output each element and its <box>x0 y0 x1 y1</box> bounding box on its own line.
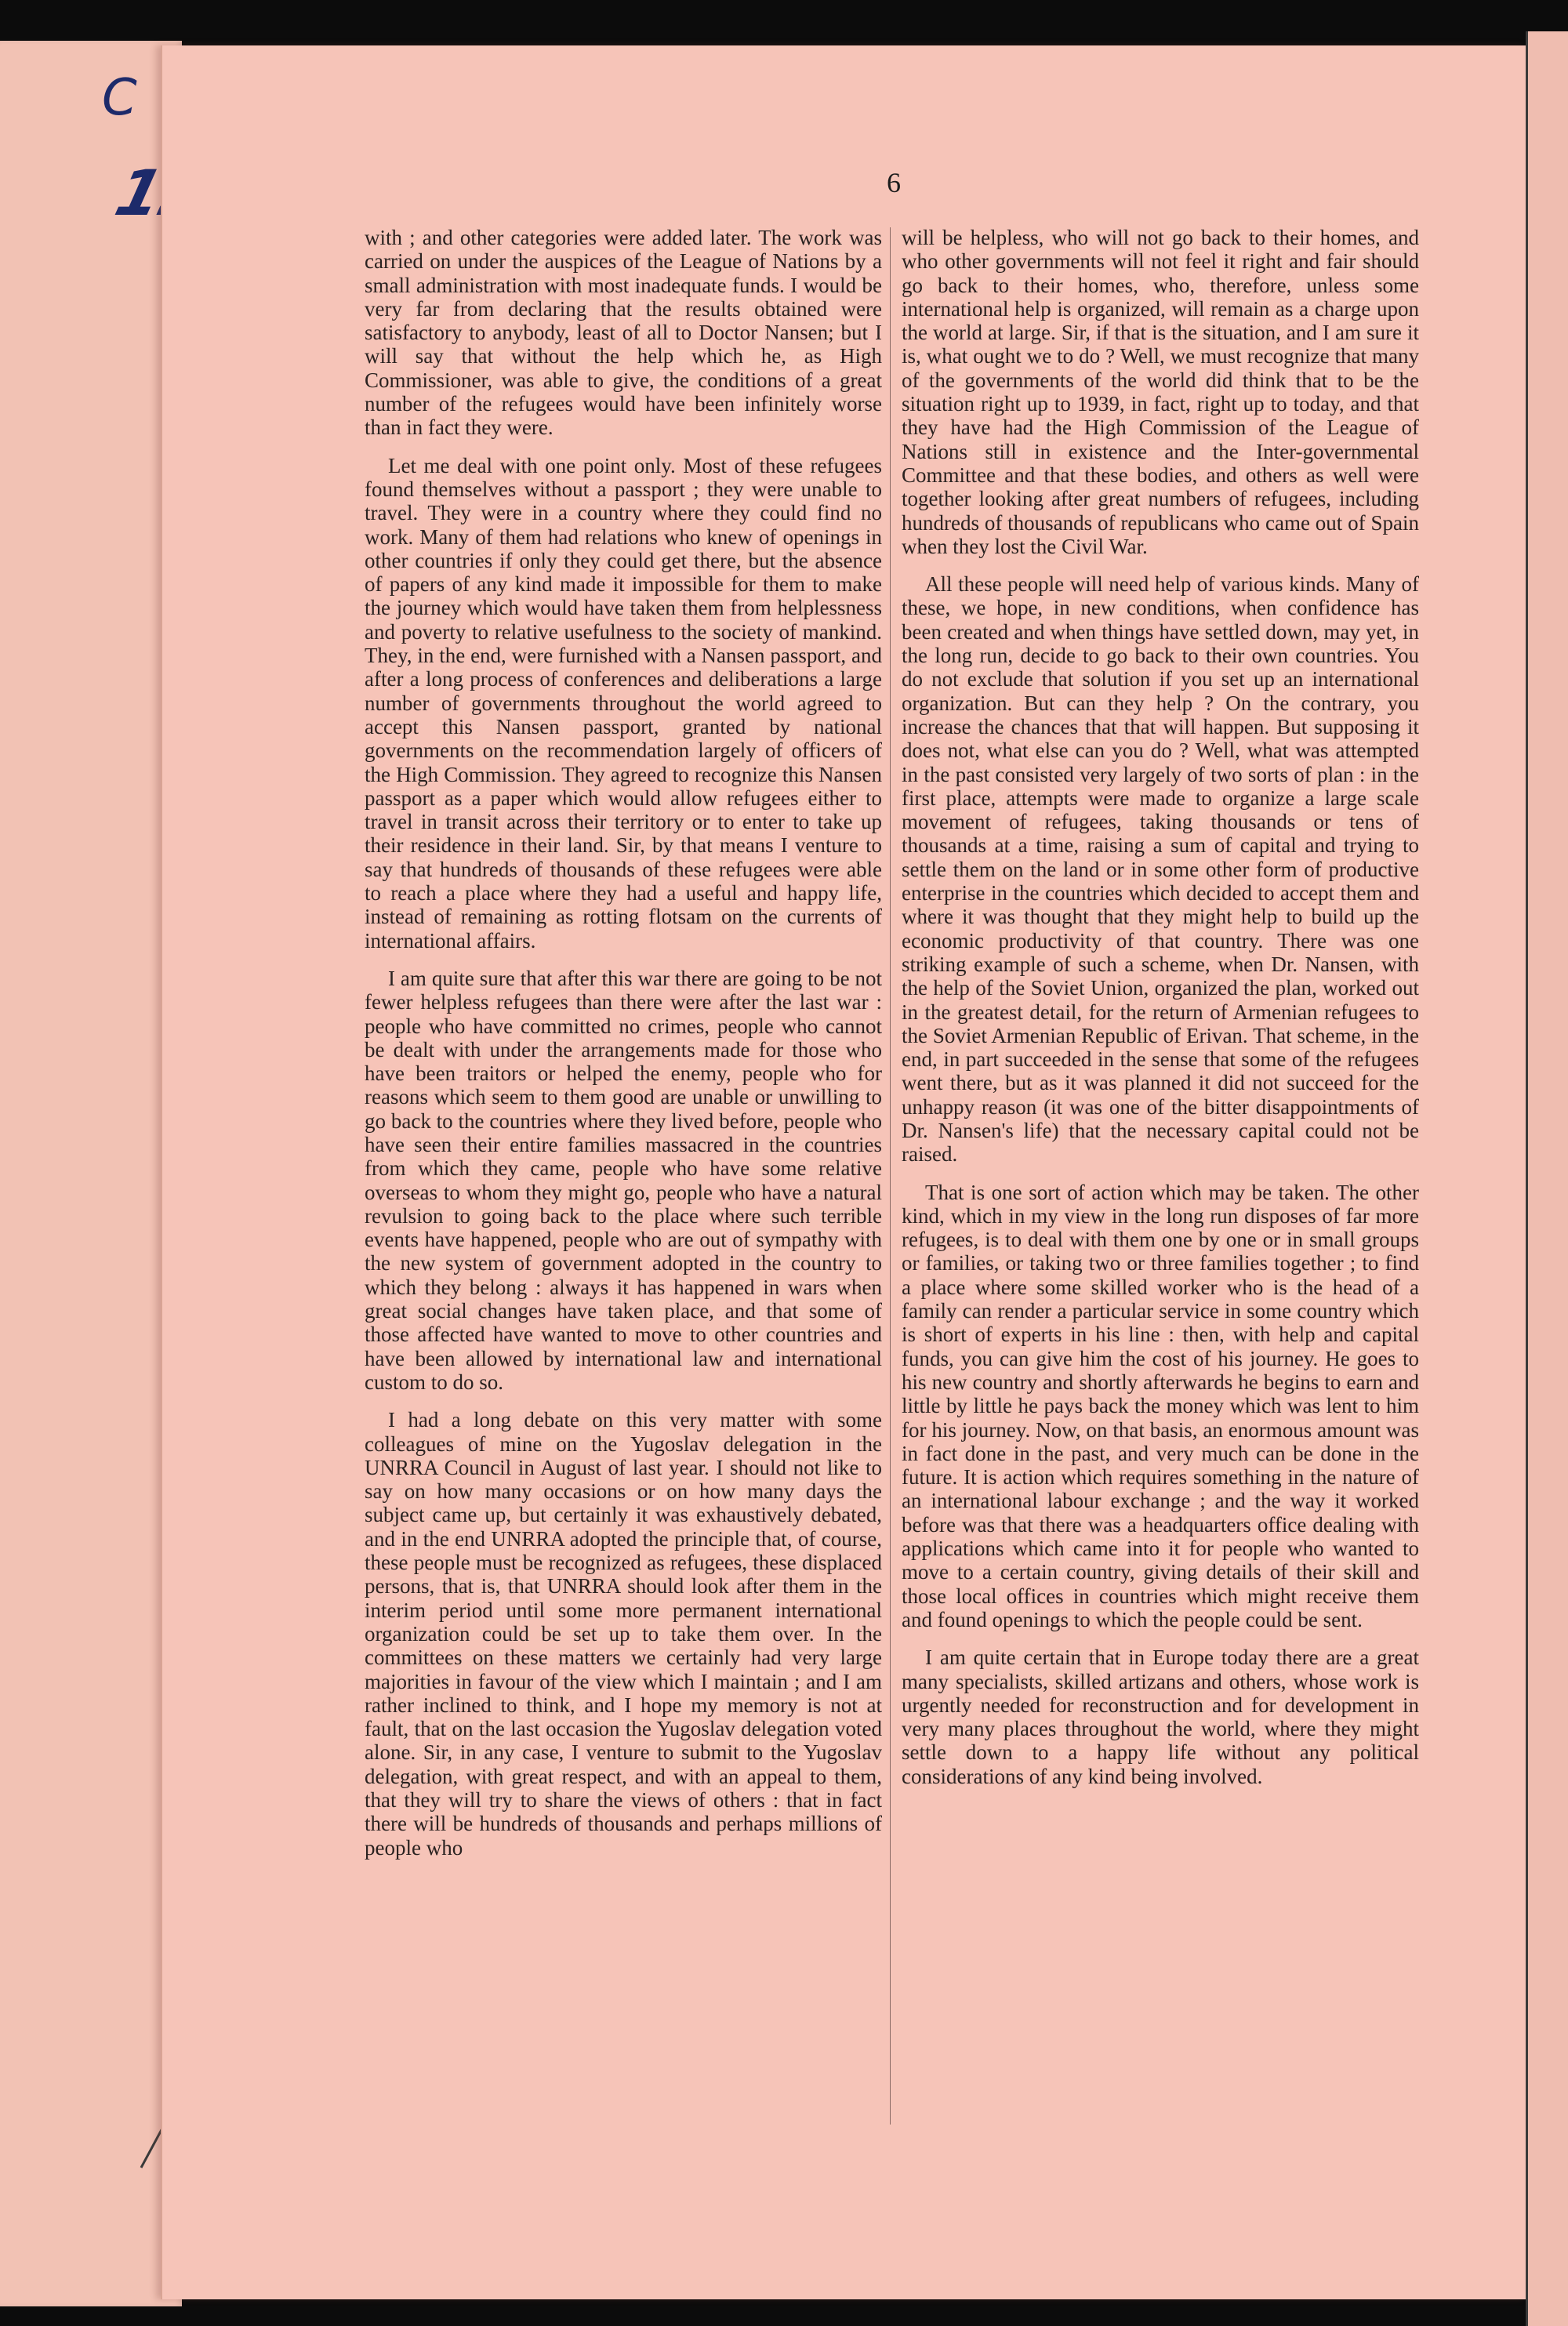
paragraph: That is one sort of action which may be taken. The other kind, which in my view in the long run disposes of far more refugees, is to deal with them one by one or in small groups or families, or taking two or three families together ; to find a place where some skilled worker who is the head of a family can render a particular service in some country which is short of experts in his line : then, with help and capital funds, you can give him the cost of his journey. He goes to his new country and shortly afterwards he begins to earn and little by little he pays back the money which was lent to him for his journey. Now, on that basis, an enormous amount was in fact done in the past, and very much can be done in the future. It is action which requires something in the nature of an international labour exchange ; and the way it worked before was that there was a headquarters office dealing with applications which came into it for people who wanted to move to a certain country, giving details of their skill and those local offices in countries which might receive them and found openings to which the people could be sent. <box>902 1180 1419 1631</box>
adjacent-page-edge <box>1526 31 1568 2326</box>
left-column <box>365 226 882 1874</box>
paragraph: I had a long debate on this very matter with some colleagues of mine on the Yugoslav delegation in the UNRRA Council in August of last year. I should not like to say on how many occasions or on how many days the subject came up, but certainly it was exhaustively debated, and in the end UNRRA adopted the principle that, of course, these people must be recognized as refugees, these displaced persons, that is, that UNRRA should look after them in the interim period until some more permanent international organization could be set up to take them over. In the committees on these matters we certainly had very large majorities in favour of the view which I maintain ; and I am rather inclined to think, and I hope my memory is not at fault, that on the last occasion the Yugoslav delegation voted alone. Sir, in any case, I venture to submit to the Yugoslav delegation, with great respect, and with an appeal to them, that they will try to share the views of others : that in fact there will be hundreds of thousands and perhaps millions of people who <box>365 1408 882 1860</box>
binding-strip <box>0 41 182 2306</box>
paragraph: will be helpless, who will not go back to their homes, and who other governments will not feel it right and fair should go back to their homes, who, therefore, unless some international help is organized, will remain as a charge upon the world at large. Sir, if that is the situation, and I am sure it is, what ought we to do ? Well, we must recognize that many of the governments of the world did think that to be the situation right up to 1939, in fact, right up to today, and that they have had the High Commission of the League of Nations still in existence and the Inter-governmental Committee and that these bodies, and others as well were together looking after great numbers of refugees, including hundreds of thousands of republicans who came out of Spain when they lost the Civil War. <box>902 226 1419 558</box>
right-column <box>902 226 1419 1802</box>
handwritten-annotation-c: C <box>102 69 137 127</box>
paragraph: I am quite sure that after this war there are going to be not fewer helpless refugees than there were after the last war : people who have committed no crimes, people who cannot be dealt with under the arrangements made for those who have been traitors or helped the enemy, people who for reasons which seem to them good are unable or unwilling to go back to the countries where they lived before, people who have seen their entire families massacred in the countries from which they came, people who have some relative overseas to whom they might go, people who have a natural revulsion to going back to the place where such terrible events have happened, people who are out of sympathy with the new system of government adopted in the country to which they belong : always it has happened in wars when great social changes have taken place, and that some of those affected have wanted to move to other countries and have been allowed by international law and international custom to do so. <box>365 966 882 1394</box>
paragraph: I am quite certain that in Europe today there are a great many specialists, skilled artizans and others, whose work is urgently needed for reconstruction and for development in very many places throughout the world, where they might settle down to a happy life without any political considerations of any kind being involved. <box>902 1646 1419 1788</box>
page-number: 6 <box>887 167 901 198</box>
paragraph: Let me deal with one point only. Most of these refugees found themselves without a passport ; they were unable to travel. They were in a country where they could find no work. Many of them had relations who knew of openings in other countries if only they could get there, but the absence of papers of any kind made it impossible for them to make the journey which would have taken them from helplessness and poverty to relative usefulness to the society of mankind. They, in the end, were furnished with a Nansen passport, and after a long process of conferences and deliberations a large number of governments throughout the world agreed to accept this Nansen passport, granted by national governments on the recommendation largely of officers of the High Commission. They agreed to recognize this Nansen passport as a paper which would allow refugees either to travel in transit across their territory or to enter to take up their residence in their land. Sir, by that means I venture to say that hundreds of thousands of these refugees were able to reach a place where they had a useful and happy life, instead of remaining as rotting flotsam on the currents of international affairs. <box>365 453 882 953</box>
column-divider <box>890 227 891 2125</box>
paragraph: with ; and other categories were added later. The work was carried on under the auspices of the League of Nations by a small administration with most inadequate funds. I would be very far from declaring that the results obtained were satisfactory to anybody, least of all to Doctor Nansen; but I will say that without the help which he, as High Commissioner, was able to give, the conditions of a great number of the refugees would have been infinitely worse than in fact they were. <box>365 226 882 440</box>
paragraph: All these people will need help of various kinds. Many of these, we hope, in new conditions, when confidence has been created and when things have settled down, may yet, in the long run, decide to go back to their own countries. You do not exclude that solution if you set up an international organization. But can they help ? On the contrary, you increase the chances that that will happen. But supposing it does not, what else can you do ? Well, what was attempted in the past consisted very largely of two sorts of plan : in the first place, attempts were made to organize a large scale movement of refugees, taking thousands or tens of thousands at a time, raising a sum of capital and trying to settle them on the land or in some other form of productive enterprise in the countries which decided to accept them and where it was thought that they might help to build up the economic productivity of that country. There was one striking example of such a scheme, when Dr. Nansen, with the help of the Soviet Union, organized the plan, worked out in the greatest detail, for the return of Armenian refugees to the Soviet Armenian Republic of Erivan. That scheme, in the end, in part succeeded in the sense that some of the refugees went there, but as it was planned it did not succeed for the unhappy reason (it was one of the bitter disappointments of Dr. Nansen's life) that the necessary capital could not be raised. <box>902 572 1419 1167</box>
